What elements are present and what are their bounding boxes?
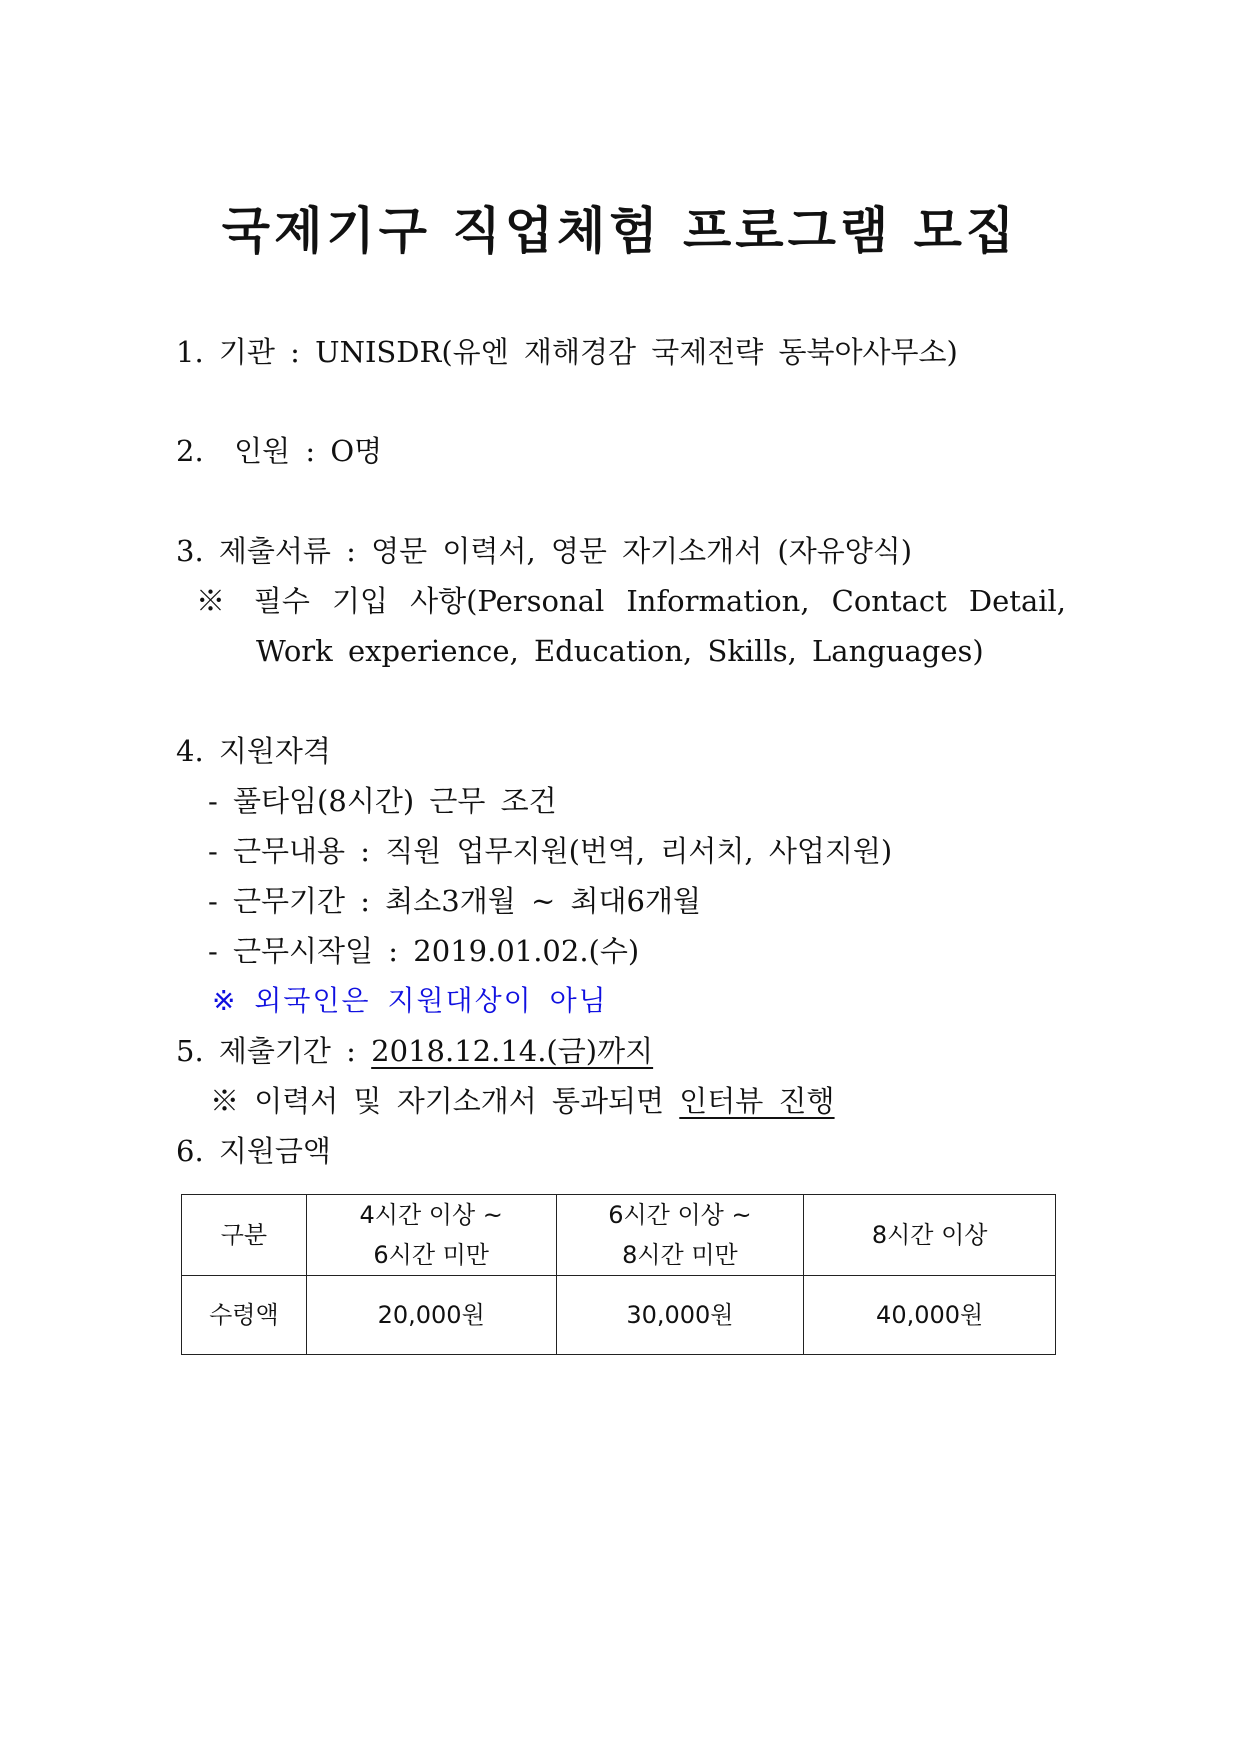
amount-table — [181, 1194, 1056, 1355]
section-1-label: 기관 — [218, 335, 275, 369]
table-header-cell: 8시간 이상 — [804, 1195, 1056, 1276]
table-cell: 30,000원 — [556, 1276, 804, 1355]
section-2-label: 인원 — [234, 434, 291, 468]
table-header-cell: 구분 — [182, 1195, 307, 1276]
section-3 — [176, 531, 912, 571]
section-3-value: 영문 이력서, 영문 자기소개서 (자유양식) — [371, 534, 913, 568]
section-5-number: 5. — [176, 1034, 204, 1068]
section-4 — [176, 731, 331, 771]
section-6-number: 6. — [176, 1134, 204, 1168]
interview-note — [210, 1081, 835, 1121]
section-5 — [176, 1031, 653, 1071]
header-line: 4시간 이상 ~ — [359, 1201, 503, 1229]
qualification-item: - 근무시작일 : 2019.01.02.(수) — [208, 934, 640, 968]
table-row — [182, 1276, 1056, 1355]
section-3-separator: : — [346, 534, 356, 568]
section-1-separator: : — [290, 335, 300, 369]
section-5-label: 제출기간 — [218, 1034, 331, 1068]
section-2-number: 2. — [176, 434, 204, 468]
section-3-label: 제출서류 — [218, 534, 331, 568]
section-3-note-line-2: Work experience, Education, Skills, Languages) — [256, 634, 984, 668]
section-6 — [176, 1131, 331, 1171]
section-5-separator: : — [346, 1034, 356, 1068]
qualification-item: - 근무내용 : 직원 업무지원(번역, 리서치, 사업지원) — [208, 834, 893, 868]
page-title: 국제기구 직업체험 프로그램 모집 — [221, 202, 1019, 260]
header-line: 6시간 이상 ~ — [608, 1201, 752, 1229]
section-2-separator: : — [305, 434, 316, 468]
table-header-cell — [556, 1195, 804, 1276]
qualification-item: - 근무기간 : 최소3개월 ~ 최대6개월 — [208, 884, 702, 918]
table-cell: 40,000원 — [804, 1276, 1056, 1355]
table-header-cell — [306, 1195, 556, 1276]
section-3-note-line-1: ※ 필수 기입 사항(Personal Information, Contact Detail, — [196, 584, 1066, 618]
section-4-number: 4. — [176, 734, 204, 768]
section-2 — [176, 431, 382, 471]
section-1-value: UNISDR(유엔 재해경감 국제전략 동북아사무소) — [315, 335, 958, 369]
section-6-label: 지원금액 — [218, 1134, 331, 1168]
section-2-value: O명 — [330, 434, 383, 468]
interview-highlight: 인터뷰 진행 — [679, 1084, 835, 1118]
section-1-number: 1. — [176, 335, 204, 369]
submission-deadline: 2018.12.14.(금)까지 — [371, 1034, 654, 1068]
header-line: 6시간 미만 — [373, 1241, 489, 1269]
table-row-label: 수령액 — [182, 1276, 307, 1355]
table-header-row — [182, 1195, 1056, 1276]
foreigner-warning: ※ 외국인은 지원대상이 아님 — [212, 984, 608, 1017]
table-cell: 20,000원 — [306, 1276, 556, 1355]
section-1 — [176, 332, 958, 372]
section-4-label: 지원자격 — [218, 734, 331, 768]
section-3-number: 3. — [176, 534, 204, 568]
interview-note-text: ※ 이력서 및 자기소개서 통과되면 — [210, 1084, 665, 1118]
header-line: 8시간 미만 — [622, 1241, 738, 1269]
qualification-item: - 풀타임(8시간) 근무 조건 — [208, 784, 557, 818]
